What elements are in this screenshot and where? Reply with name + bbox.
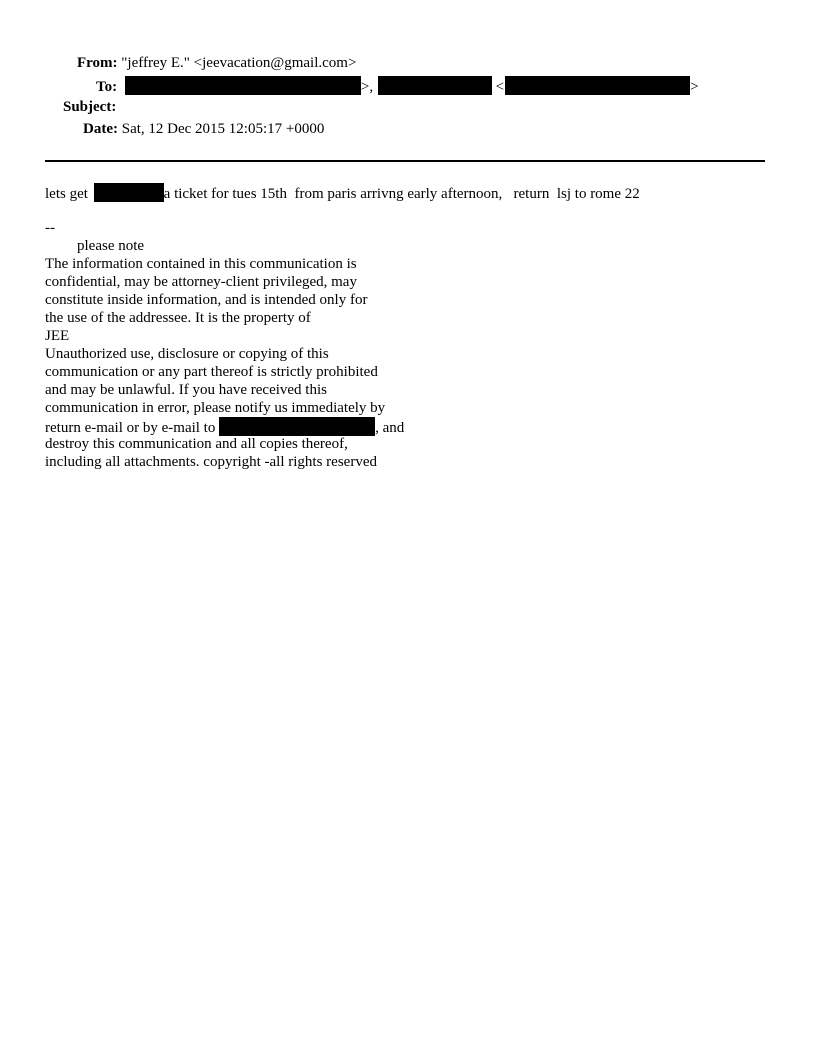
to-separator-1: >, xyxy=(360,79,374,95)
to-row xyxy=(96,76,699,96)
to-separator-3: > xyxy=(690,79,699,95)
redacted-name xyxy=(94,183,164,202)
disclaimer-line: communication or any part thereof is strictly prohibited xyxy=(45,364,378,380)
message-text-after: a ticket for tues 15th from paris arrivng early afternoon, return lsj to rome 22 xyxy=(163,186,640,202)
signature-dash: -- xyxy=(45,220,55,236)
redacted-email xyxy=(219,417,375,436)
disclaimer-return-line xyxy=(45,417,404,437)
from-value: "jeffrey E." <jeevacation@gmail.com> xyxy=(121,55,357,71)
disclaimer-line: confidential, may be attorney-client privileged, may xyxy=(45,274,357,290)
disclaimer-line: The information contained in this communication is xyxy=(45,256,357,272)
message-line xyxy=(45,183,640,203)
redacted-recipient-1 xyxy=(125,76,361,95)
message-text-before: lets get xyxy=(45,186,92,202)
disclaimer-line: Unauthorized use, disclosure or copying of this xyxy=(45,346,329,362)
date-row xyxy=(83,120,324,138)
disclaimer-line: and may be unlawful. If you have received this xyxy=(45,382,327,398)
header-divider xyxy=(45,160,765,162)
to-separator-2: < xyxy=(495,79,505,95)
subject-row xyxy=(63,98,116,116)
disclaimer-line: communication in error, please notify us immediately by xyxy=(45,400,386,416)
redacted-recipient-email xyxy=(505,76,690,95)
signature-note: please note xyxy=(77,238,145,254)
disclaimer-line: JEE xyxy=(45,328,70,344)
disclaimer-line: the use of the addressee. It is the property of xyxy=(45,310,311,326)
from-label: From: xyxy=(77,55,118,71)
date-value: Sat, 12 Dec 2015 12:05:17 +0000 xyxy=(121,121,325,137)
disclaimer-line: constitute inside information, and is intended only for xyxy=(45,292,368,308)
return-text-before: return e-mail or by e-mail to xyxy=(45,420,220,436)
date-label: Date: xyxy=(83,121,118,137)
subject-label: Subject: xyxy=(63,99,117,115)
disclaimer-line: including all attachments. copyright -all rights reserved xyxy=(45,454,377,470)
to-label: To: xyxy=(96,79,118,95)
disclaimer-line: destroy this communication and all copies thereof, xyxy=(45,436,348,452)
from-row xyxy=(77,54,356,72)
return-text-after: , and xyxy=(375,420,405,436)
redacted-recipient-2 xyxy=(378,76,492,95)
